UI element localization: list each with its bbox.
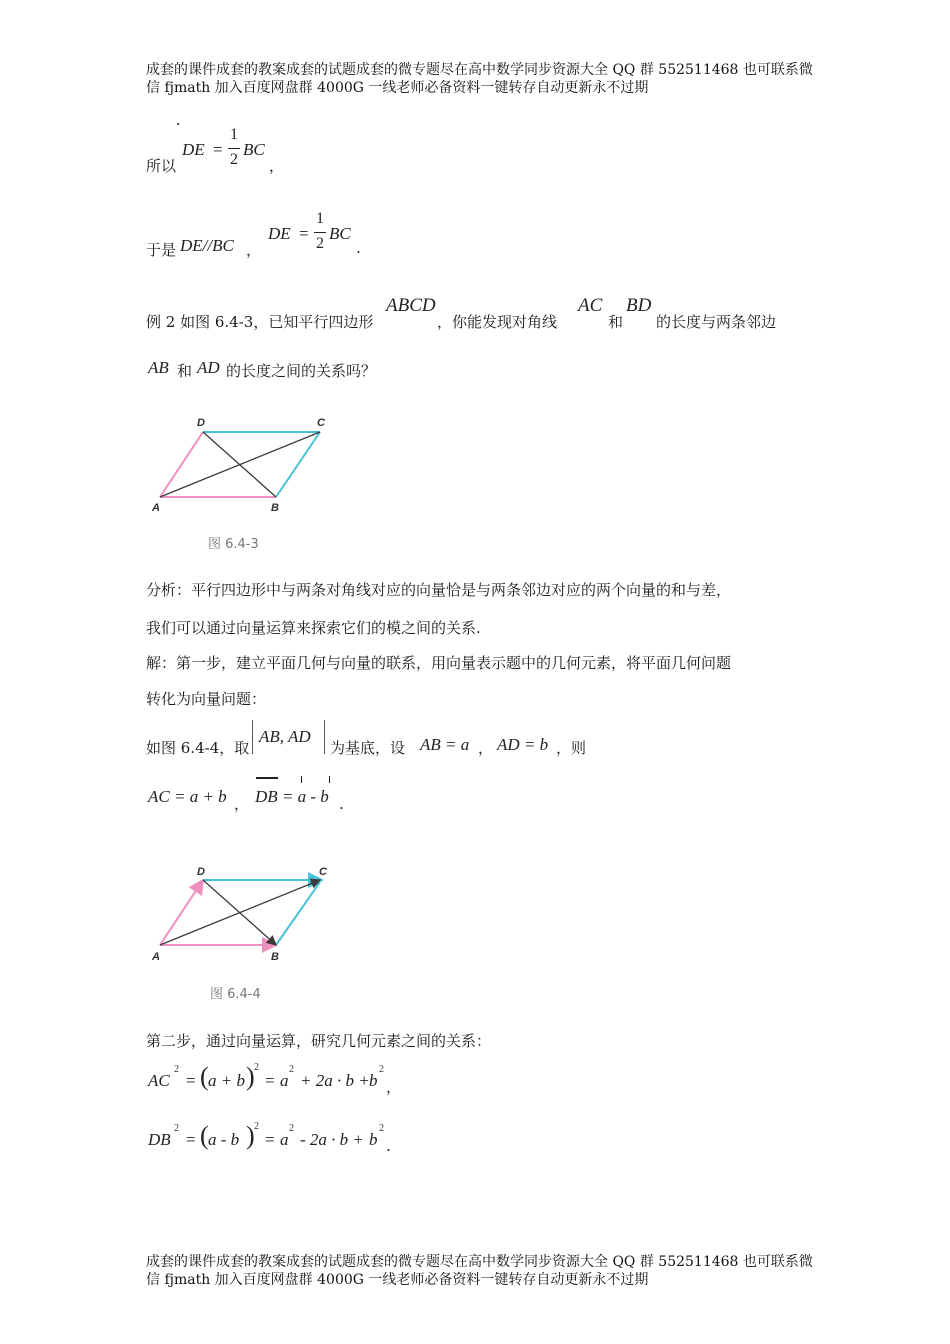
basis-prefix: 如图 6.4-4，取 — [146, 739, 250, 757]
label-c: C — [317, 417, 325, 429]
label-b: B — [271, 951, 279, 963]
side-bc — [276, 432, 320, 497]
yushi-denominator: 2 — [316, 235, 324, 252]
eq1-a: a — [280, 1071, 289, 1090]
eq1-tail: ， — [386, 1078, 402, 1096]
label-a: A — [152, 951, 160, 963]
vector-ac-eq: AC = a + b — [148, 787, 227, 806]
yushi-prefix: 于是 — [146, 241, 177, 259]
basis-tail: ，则 — [556, 739, 587, 757]
suoyi-denominator: 2 — [230, 151, 238, 168]
eq2-eq: = — [186, 1130, 196, 1149]
example2-part4: 的长度之间的关系吗？ — [226, 362, 377, 380]
example2-ad: AD — [197, 358, 220, 377]
eq2-b-exp: 2 — [379, 1123, 384, 1134]
example2-he1: 和 — [608, 313, 624, 331]
eq2-paren-open: ( — [200, 1121, 209, 1150]
eq1-b-exp: 2 — [379, 1064, 384, 1075]
eq2-lhs-exp: 2 — [174, 1123, 179, 1134]
eq1-eq2: = — [265, 1071, 275, 1090]
example2-ac: AC — [578, 295, 603, 316]
suoyi-numerator: 1 — [230, 126, 238, 143]
vector-comma: ， — [234, 795, 250, 813]
figure-6-4-3-caption: 图 6.4-3 — [208, 537, 259, 552]
eq1-paren-exp: 2 — [254, 1062, 259, 1073]
suoyi-lhs: DE — [182, 140, 205, 159]
solution-line-2: 转化为向量问题： — [146, 690, 267, 708]
label-c: C — [319, 866, 327, 878]
footer-line-1: 成套的课件成套的教案成套的试题成套的微专题尽在高中数学同步资源大全 QQ 群 552511468 也可联系微 — [146, 1254, 813, 1270]
eq2-lhs: DB — [148, 1130, 171, 1149]
suoyi-eq: = — [213, 140, 223, 159]
eq2-middle: - 2a · b + — [300, 1130, 364, 1149]
eq1-paren-open: ( — [200, 1062, 209, 1091]
suoyi-rhs: BC — [243, 140, 265, 159]
analysis-line-2: 我们可以通过向量运算来探索它们的模之间的关系. — [146, 619, 481, 637]
eq1-b: b — [369, 1071, 378, 1090]
eq2-b: b — [369, 1130, 378, 1149]
eq2-tail: . — [386, 1137, 391, 1155]
eq1-middle: + 2a · b + — [300, 1071, 370, 1090]
yushi-comma: ， — [246, 241, 262, 259]
yushi-tail: . — [356, 239, 361, 257]
label-d: D — [197, 866, 205, 878]
eq1-inner: a + b — [208, 1071, 245, 1090]
example2-part3: 的长度与两条邻边 — [656, 313, 777, 331]
eq1-lhs-exp: 2 — [174, 1064, 179, 1075]
yushi-parallel: DE//BC — [180, 236, 234, 255]
suoyi-prefix: 所以 — [146, 157, 177, 175]
example2-part1: 例 2 如图 6.4-3，已知平行四边形 — [146, 313, 374, 331]
eq2-inner: a - b — [208, 1130, 240, 1149]
header-line-1: 成套的课件成套的教案成套的试题成套的微专题尽在高中数学同步资源大全 QQ 群 552511468 也可联系微 — [146, 62, 813, 78]
vector-ad — [160, 880, 203, 945]
eq1-a-exp: 2 — [289, 1064, 294, 1075]
footer-line-2: 信 fjmath 加入百度网盘群 4000G 一线老师必备资料一键转存自动更新永不过期 — [146, 1272, 649, 1288]
eq2-paren-exp: 2 — [254, 1121, 259, 1132]
eq1-paren-close: ) — [246, 1062, 255, 1091]
stray-dot: . — [176, 110, 181, 129]
example2-he2: 和 — [177, 362, 193, 380]
eq2-paren-close: ) — [246, 1121, 255, 1150]
basis-mid: 为基底，设 — [330, 739, 406, 757]
label-d: D — [197, 417, 205, 429]
yushi-rhs: BC — [329, 224, 351, 243]
example2-part2: ，你能发现对角线 — [437, 313, 558, 331]
label-b: B — [271, 502, 279, 514]
eq1-lhs: AC — [148, 1071, 170, 1090]
analysis-line-1: 分析：平行四边形中与两条对角线对应的向量恰是与两条邻边对应的两个向量的和与差， — [146, 581, 732, 599]
vector-arrow-marks — [256, 777, 278, 783]
yushi-eq: = — [299, 224, 309, 243]
step-2-text: 第二步，通过向量运算，研究几何元素之间的关系： — [146, 1032, 492, 1050]
vector-tail: . — [339, 795, 344, 813]
basis-ad-eq: AD = b — [497, 735, 549, 754]
yushi-lhs: DE — [268, 224, 291, 243]
eq2-a-exp: 2 — [289, 1123, 294, 1134]
example2-abcd: ABCD — [386, 295, 436, 316]
suoyi-tail: ， — [269, 157, 285, 175]
vector-a-tick — [301, 776, 302, 783]
suoyi-fraction-bar — [228, 148, 240, 149]
yushi-numerator: 1 — [316, 210, 324, 227]
vector-bc — [276, 882, 320, 945]
solution-line-1: 解：第一步，建立平面几何与向量的联系，用向量表示题中的几何元素，将平面几何问题 — [146, 654, 732, 672]
example2-bd: BD — [626, 295, 652, 316]
yushi-fraction-bar — [314, 232, 326, 233]
label-a: A — [152, 502, 160, 514]
figure-6-4-4-caption: 图 6.4-4 — [210, 987, 261, 1002]
basis-ab-eq: AB = a — [420, 735, 470, 754]
basis-brace-left — [252, 720, 256, 754]
basis-brace-right — [321, 720, 325, 754]
vector-b-tick — [329, 776, 330, 783]
diagonal-bd — [203, 432, 276, 497]
header-line-2: 信 fjmath 加入百度网盘群 4000G 一线老师必备资料一键转存自动更新永不过期 — [146, 80, 649, 96]
eq1-eq: = — [186, 1071, 196, 1090]
basis-set: AB, AD — [259, 727, 311, 746]
example2-ab: AB — [148, 358, 169, 377]
eq2-eq2: = — [265, 1130, 275, 1149]
basis-comma: ， — [478, 739, 494, 757]
vector-db-eq: DB = a - b — [255, 787, 329, 806]
side-ad — [160, 432, 203, 497]
eq2-a: a — [280, 1130, 289, 1149]
vector-db — [203, 880, 276, 945]
